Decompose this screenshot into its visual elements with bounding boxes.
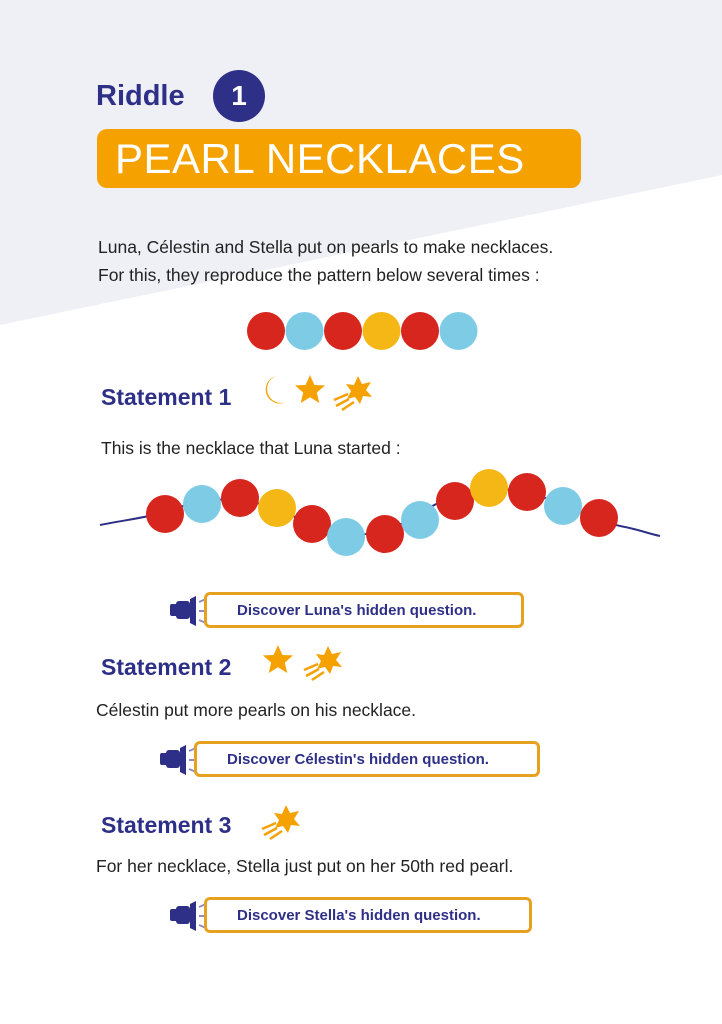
- flashlight-icon: [170, 594, 206, 628]
- discover-celestin-button[interactable]: [160, 741, 542, 781]
- blue-pearl: [286, 312, 324, 350]
- intro-line-1: Luna, Célestin and Stella put on pearls to make necklaces.: [98, 237, 554, 257]
- blue-pearl: [183, 485, 221, 523]
- red-pearl: [508, 473, 546, 511]
- pearl-pattern: [240, 308, 485, 354]
- yellow-pearl: [470, 469, 508, 507]
- shooting-star-icon: [304, 646, 342, 680]
- yellow-pearl: [258, 489, 296, 527]
- statement-3-text: For her necklace, Stella just put on her 50th red pearl.: [96, 856, 514, 876]
- page-title: [97, 129, 581, 188]
- flashlight-icon: [160, 743, 196, 777]
- statement-1-text: This is the necklace that Luna started :: [101, 438, 401, 458]
- red-pearl: [247, 312, 285, 350]
- discover-stella-button[interactable]: [170, 897, 534, 937]
- red-pearl: [324, 312, 362, 350]
- luna-necklace: [95, 462, 665, 562]
- blue-pearl: [440, 312, 478, 350]
- page-title-text: PEARL NECKLACES: [115, 134, 525, 182]
- statement-1-icons: [258, 372, 378, 412]
- yellow-pearl: [363, 312, 401, 350]
- star-icon: [295, 375, 325, 403]
- red-pearl: [436, 482, 474, 520]
- red-pearl: [366, 515, 404, 553]
- riddle-number-badge: 1: [213, 70, 265, 122]
- statement-3-icons: [258, 803, 304, 843]
- statement-3-title: Statement 3: [101, 812, 232, 838]
- blue-pearl: [401, 501, 439, 539]
- shooting-star-icon: [262, 805, 300, 839]
- discover-stella-label[interactable]: Discover Stella's hidden question.: [204, 897, 532, 933]
- moon-icon: [266, 376, 286, 404]
- discover-luna-button[interactable]: [170, 592, 525, 632]
- blue-pearl: [327, 518, 365, 556]
- shooting-star-icon: [334, 376, 372, 410]
- intro-text: [98, 233, 658, 289]
- riddle-label: Riddle: [96, 80, 185, 112]
- statement-2-title: Statement 2: [101, 654, 232, 680]
- discover-celestin-label[interactable]: Discover Célestin's hidden question.: [194, 741, 540, 777]
- statement-2-text: Célestin put more pearls on his necklace.: [96, 700, 417, 720]
- statement-1-title: Statement 1: [101, 384, 232, 410]
- star-icon: [263, 645, 293, 673]
- statement-2-icons: [262, 644, 348, 684]
- red-pearl: [293, 505, 331, 543]
- red-pearl: [580, 499, 618, 537]
- red-pearl: [401, 312, 439, 350]
- flashlight-icon: [170, 899, 206, 933]
- red-pearl: [221, 479, 259, 517]
- red-pearl: [146, 495, 184, 533]
- blue-pearl: [544, 487, 582, 525]
- intro-line-2: For this, they reproduce the pattern below several times :: [98, 265, 540, 285]
- discover-luna-label[interactable]: Discover Luna's hidden question.: [204, 592, 524, 628]
